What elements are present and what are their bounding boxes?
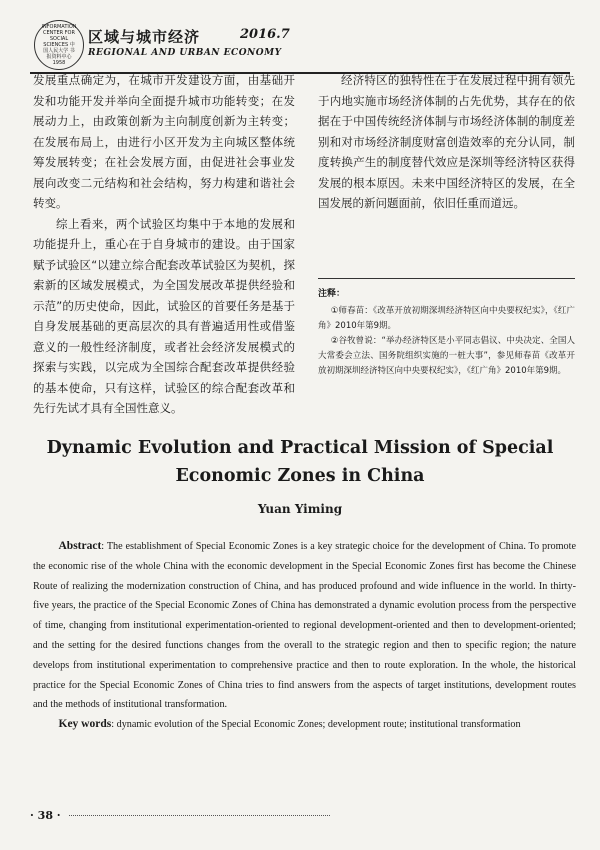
paragraph: 发展重点确定为，在城市开发建设方面，由基础开发和功能开发并举向全面提升城市功能转变；在发展动力上，由政策创新为主向制度创新为主转变；在发展布局上，由进行小区开发为主向城区整体统筹发展转变；在社会发展方面，由促进社会事业发展向改变二元结构和社会结构，努力构建和谐社会转变。 [33, 73, 295, 210]
right-column [318, 70, 575, 214]
footnote: ②谷牧曾说：“举办经济特区是小平同志倡议、中央决定、全国人大常委会立法、国务院组织实施的一桩大事”，参见师春苗《改革开放初期深圳经济特区向中央要权纪实》，《红广角》2010年第9期。 [318, 336, 575, 376]
journal-issue: 2016.7 [240, 27, 290, 42]
english-title-line: Economic Zones in China [175, 466, 425, 486]
abstract-label: Abstract [58, 540, 102, 552]
abstract-text: : The establishment of Special Economic Zones is a key strategic choice for the development of China. To promote the economic rise of the whole China with the economic development in the Special Economic Zones first has become the Chinese Route of realizing the modernization construction of China, and has produced profound and wide influence in the world. In thirty-five years, the practice of the Special Economic Zones of China has demonstrated a dynamic evolution process from the perspective of time, changing from institutional experimentation-oriented to regional development-oriented and then to development-oriented; and the setting for the desired functions changes from the overall to the strategic region and then to specific region; the nature develops from institutional experimentation to comprehensive practice and then to route exploration. In the whole, the historical practice for the Special Economic Zones of China tries to find answers from the aspects of target institutions, development routes and the methods of institutional transformation. [33, 541, 576, 711]
logo-year: 1958 [52, 60, 66, 66]
footnotes-title: 注释： [318, 289, 346, 299]
english-abstract [33, 537, 576, 735]
left-column [33, 70, 295, 419]
footnote: ①师春苗：《改革开放初期深圳经济特区向中央要权纪实》，《红广角》2010年第9期。 [318, 306, 575, 331]
english-title [40, 434, 560, 490]
journal-title-en: REGIONAL AND URBAN ECONOMY [88, 48, 282, 58]
page-number: · 38 · [30, 808, 61, 822]
keywords-text: : dynamic evolution of the Special Economic Zones; development route; institutional transformation [111, 719, 521, 731]
keywords-label: Key words [58, 718, 112, 731]
english-title-line: Dynamic Evolution and Practical Mission of Special [46, 438, 554, 458]
footer-rule [69, 815, 330, 816]
footnotes [318, 278, 575, 379]
english-author: Yuan Yiming [257, 502, 343, 516]
journal-title-cn: 区域与城市经济 [88, 28, 201, 46]
journal-logo [34, 20, 84, 70]
logo-text: INFORMATION CENTER FOR SOCIAL SCIENCES 中国人民大学 书报资料中心 [41, 24, 77, 60]
abstract-paragraph [33, 537, 576, 715]
keywords-paragraph [33, 715, 576, 735]
journal-header [30, 18, 570, 74]
page-footer [30, 808, 330, 822]
paragraph: 经济特区的独特性在于在发展过程中拥有领先于内地实施市场经济体制的占先优势，其存在的依据在于中国传统经济体制与市场经济体制的制度差别和对市场经济制度财富创造效率的充分认同，制度转换产生的制度替代效应是深圳等经济特区获得发展的根本原因。未来中国经济特区的发展，在全国发展的新问题面前，依旧任重而道远。 [318, 73, 575, 210]
paragraph: 综上看来，两个试验区均集中于本地的发展和功能提升上，重心在于自身城市的建设。由于国家赋予试验区“以建立综合配套改革试验区为契机，探索新的区域发展模式，为全国发展改革提供经验和示范”的历史使命，因此，试验区的首要任务是基于自身发展基础的更高层次的具有普遍适用性或借鉴意义的一般性经济制度，或者社会经济发展模式的探索与实践，以完成为全国综合配套改革提供经验的基本使命，只有这样，试验区的综合配套改革和先行先试才具有全国性意义。 [33, 216, 295, 415]
